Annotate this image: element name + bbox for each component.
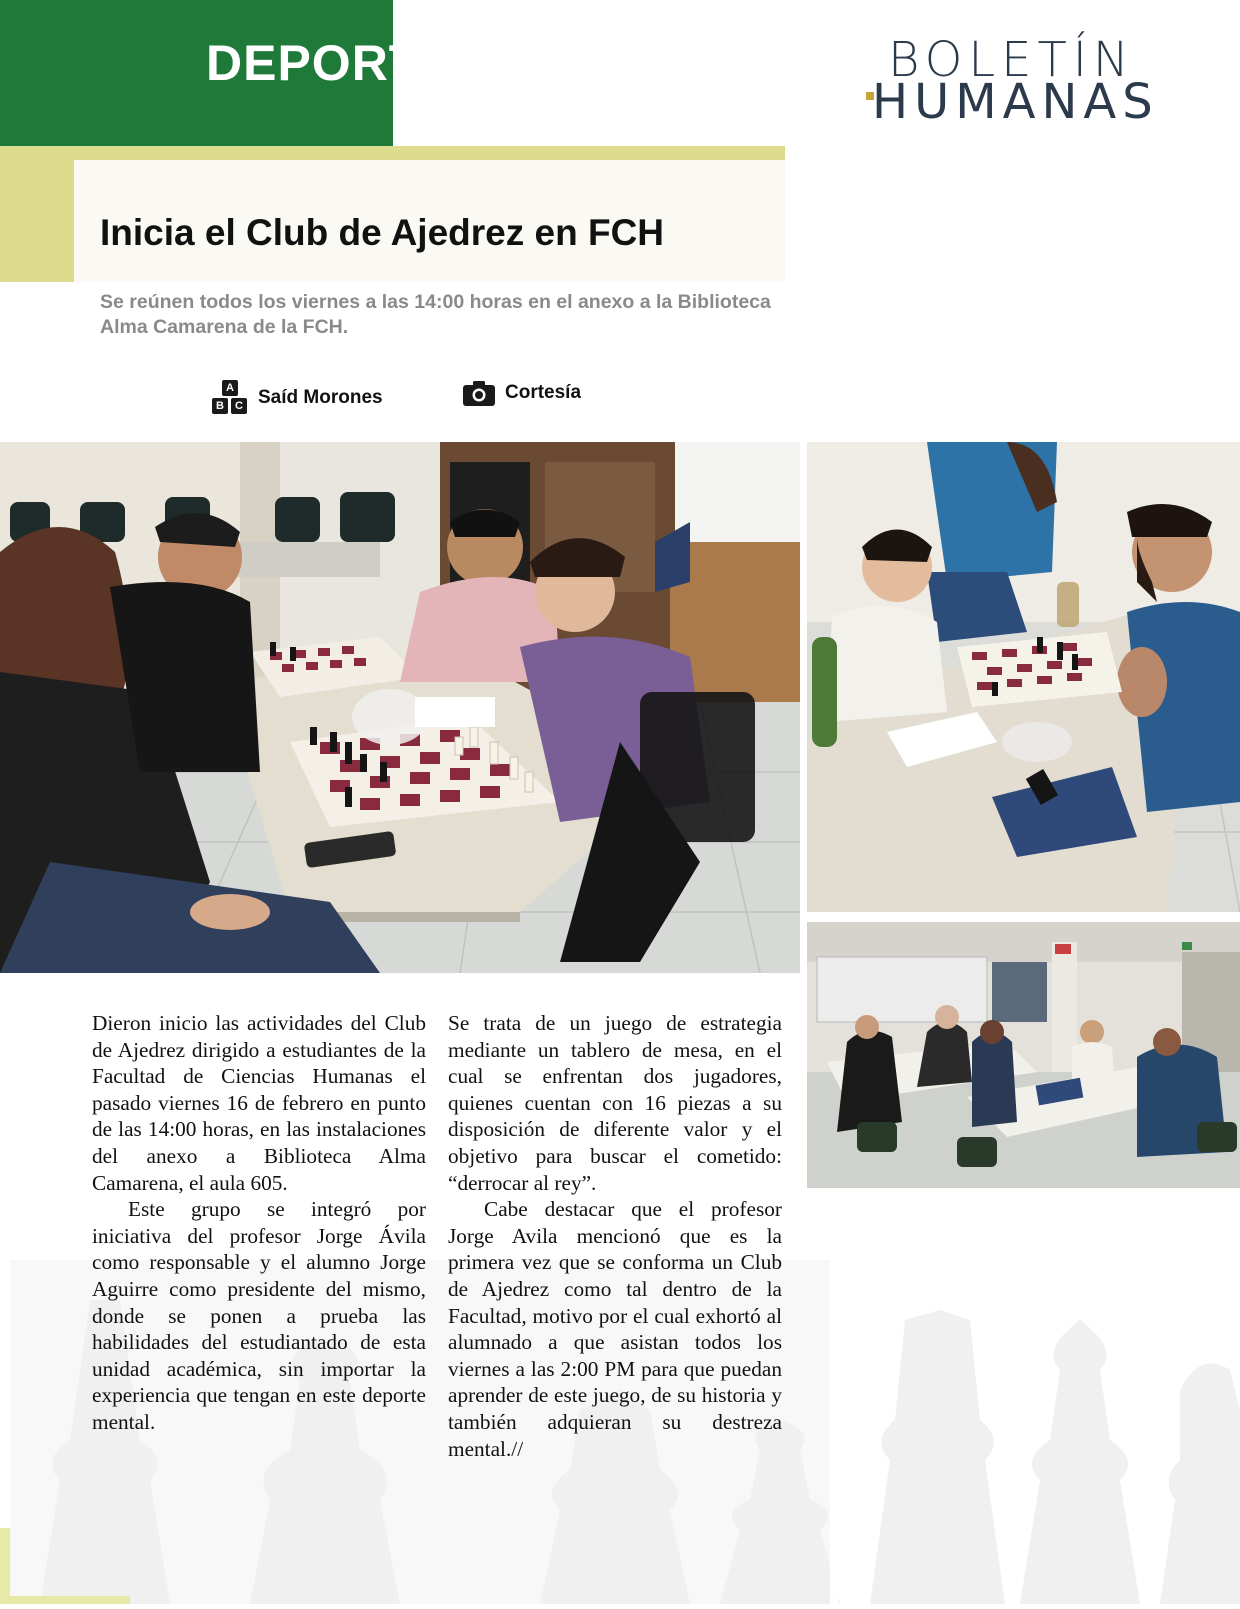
section-label: DEPORTES bbox=[206, 35, 490, 91]
article-title: Inicia el Club de Ajedrez en FCH bbox=[100, 212, 665, 253]
camera-icon bbox=[463, 380, 495, 406]
article-column-right bbox=[448, 1010, 782, 1462]
article-subtitle: Se reúnen todos los viernes a las 14:00 horas en el anexo a la Biblioteca Alma Camarena de la FCH. bbox=[100, 291, 771, 338]
accent-strip bbox=[0, 146, 785, 160]
author-credit bbox=[212, 380, 383, 416]
abc-blocks-icon: A B C bbox=[212, 380, 248, 416]
photo-credit-name: Cortesía bbox=[505, 382, 582, 403]
author-name: Saíd Morones bbox=[258, 387, 383, 408]
accent-side-bar bbox=[0, 146, 74, 282]
boletin-humanas-logo bbox=[866, 30, 1186, 130]
logo-text-top: BOLETÍN bbox=[888, 32, 1135, 88]
logo-text-bottom: HUMANAS bbox=[872, 74, 1159, 130]
article-column-left bbox=[92, 1010, 426, 1436]
paragraph: Dieron inicio las actividades del Club de Ajedrez dirigido a estudiantes de la Facultad de Ciencias Humanas el pasado viernes 16 de febrero en punto de las 14:00 horas, en las instalaciones del anexo a Biblioteca Alma Camarena, el aula 605. bbox=[92, 1011, 426, 1195]
chess-club-photo-room bbox=[807, 922, 1240, 1188]
bottom-accent-bar bbox=[0, 1528, 10, 1604]
chess-club-photo-players bbox=[807, 442, 1240, 912]
bottom-accent-strip bbox=[0, 1596, 130, 1604]
paragraph: Este grupo se integró por iniciativa del profesor Jorge Ávila como responsable y el alumno Jorge Aguirre como presidente del mismo, donde se ponen a prueba las habilidades del estudiantado de esta unidad académica, sin importar la experiencia que tengan en este deporte mental. bbox=[92, 1197, 426, 1434]
paragraph: Cabe destacar que el profesor Jorge Avila mencionó que es la primera vez que se conforma un Club de Ajedrez como tal dentro de la Facultad, motivo por el cual exhortó al alumnado a que asistan todos los viernes a las 2:00 PM para que puedan aprender de este juego, de su historia y también adquieran su destreza mental.// bbox=[448, 1197, 782, 1461]
paragraph: Se trata de un juego de estrategia mediante un tablero de mesa, en el cual se enfrentan dos jugadores, quienes cuentan con 16 piezas a su disposición de diferente valor y el objetivo para buscar el cometido: “derrocar al rey”. bbox=[448, 1011, 782, 1195]
photo-credit bbox=[463, 380, 581, 406]
chess-club-photo-main bbox=[0, 442, 800, 973]
